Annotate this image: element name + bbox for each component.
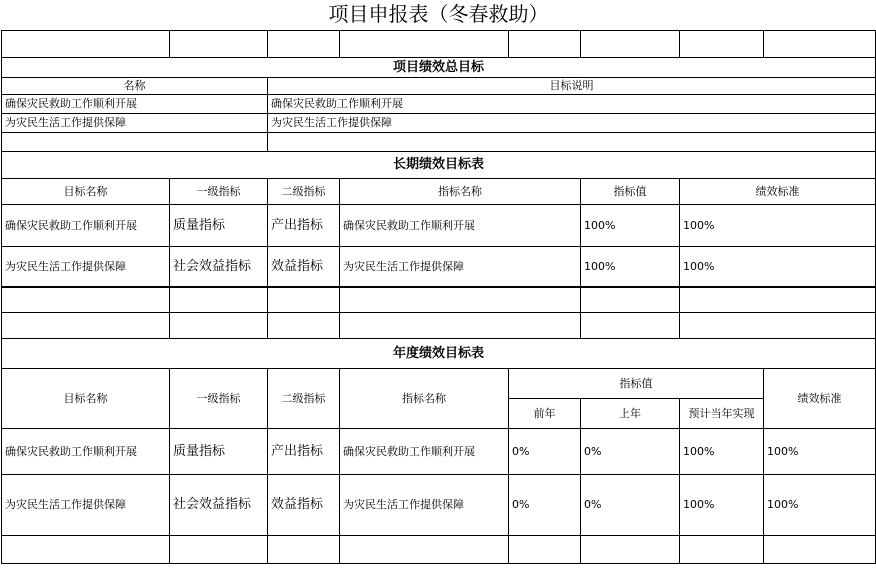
- longterm-header-standard: 绩效标准: [680, 178, 876, 204]
- annual-header-value: 指标值: [509, 368, 764, 398]
- blank-row: [2, 287, 876, 312]
- annual-header-indicator: 指标名称: [340, 368, 509, 428]
- annual-last-year[interactable]: 0%: [581, 474, 680, 535]
- annual-expected[interactable]: 100%: [680, 428, 764, 474]
- overall-col-desc: 目标说明: [268, 77, 876, 94]
- longterm-level1[interactable]: 社会效益指标: [170, 246, 268, 287]
- annual-prev-year[interactable]: 0%: [509, 474, 581, 535]
- table-row: [2, 428, 876, 474]
- longterm-value[interactable]: 100%: [581, 246, 680, 287]
- annual-header-prev-year: 前年: [509, 398, 581, 428]
- blank-row: [2, 30, 876, 57]
- annual-level2[interactable]: 产出指标: [268, 428, 340, 474]
- annual-header-level2: 二级指标: [268, 368, 340, 428]
- overall-goal-heading: 项目绩效总目标: [2, 57, 876, 77]
- annual-indicator[interactable]: 为灾民生活工作提供保障: [340, 474, 509, 535]
- annual-goal-heading: 年度绩效目标表: [2, 338, 876, 368]
- blank-row: [2, 132, 876, 151]
- longterm-header-level2: 二级指标: [268, 178, 340, 204]
- longterm-standard[interactable]: 100%: [680, 246, 876, 287]
- table-row: [2, 204, 876, 246]
- longterm-level2[interactable]: 产出指标: [268, 204, 340, 246]
- annual-level1[interactable]: 质量指标: [170, 428, 268, 474]
- annual-level2[interactable]: 效益指标: [268, 474, 340, 535]
- longterm-goal-name[interactable]: 确保灾民救助工作顺利开展: [2, 204, 170, 246]
- overall-goal-name[interactable]: 为灾民生活工作提供保障: [2, 113, 268, 132]
- blank-row: [2, 312, 876, 338]
- longterm-goal-heading: 长期绩效目标表: [2, 151, 876, 178]
- table-row: [2, 474, 876, 535]
- annual-expected[interactable]: 100%: [680, 474, 764, 535]
- annual-standard[interactable]: 100%: [764, 474, 876, 535]
- longterm-header-indicator: 指标名称: [340, 178, 581, 204]
- annual-header-standard: 绩效标准: [764, 368, 876, 428]
- longterm-header-name: 目标名称: [2, 178, 170, 204]
- longterm-level1[interactable]: 质量指标: [170, 204, 268, 246]
- annual-header-name: 目标名称: [2, 368, 170, 428]
- overall-goal-desc[interactable]: 确保灾民救助工作顺利开展: [268, 94, 876, 113]
- blank-row: [2, 535, 876, 563]
- annual-goal-name[interactable]: 为灾民生活工作提供保障: [2, 474, 170, 535]
- overall-goal-name[interactable]: 确保灾民救助工作顺利开展: [2, 94, 268, 113]
- longterm-goal-name[interactable]: 为灾民生活工作提供保障: [2, 246, 170, 287]
- project-declaration-table: [1, 0, 876, 564]
- annual-header-level1: 一级指标: [170, 368, 268, 428]
- page-title: 项目申报表（冬春救助）: [2, 0, 876, 30]
- annual-goal-name[interactable]: 确保灾民救助工作顺利开展: [2, 428, 170, 474]
- longterm-standard[interactable]: 100%: [680, 204, 876, 246]
- annual-level1[interactable]: 社会效益指标: [170, 474, 268, 535]
- annual-standard[interactable]: 100%: [764, 428, 876, 474]
- longterm-level2[interactable]: 效益指标: [268, 246, 340, 287]
- table-row: [2, 94, 876, 113]
- overall-col-name: 名称: [2, 77, 268, 94]
- annual-header-expected: 预计当年实现: [680, 398, 764, 428]
- annual-last-year[interactable]: 0%: [581, 428, 680, 474]
- longterm-indicator[interactable]: 确保灾民救助工作顺利开展: [340, 204, 581, 246]
- overall-goal-desc[interactable]: 为灾民生活工作提供保障: [268, 113, 876, 132]
- longterm-indicator[interactable]: 为灾民生活工作提供保障: [340, 246, 581, 287]
- longterm-header-level1: 一级指标: [170, 178, 268, 204]
- table-row: [2, 113, 876, 132]
- longterm-header-value: 指标值: [581, 178, 680, 204]
- annual-indicator[interactable]: 确保灾民救助工作顺利开展: [340, 428, 509, 474]
- annual-prev-year[interactable]: 0%: [509, 428, 581, 474]
- annual-header-last-year: 上年: [581, 398, 680, 428]
- longterm-value[interactable]: 100%: [581, 204, 680, 246]
- table-row: [2, 246, 876, 287]
